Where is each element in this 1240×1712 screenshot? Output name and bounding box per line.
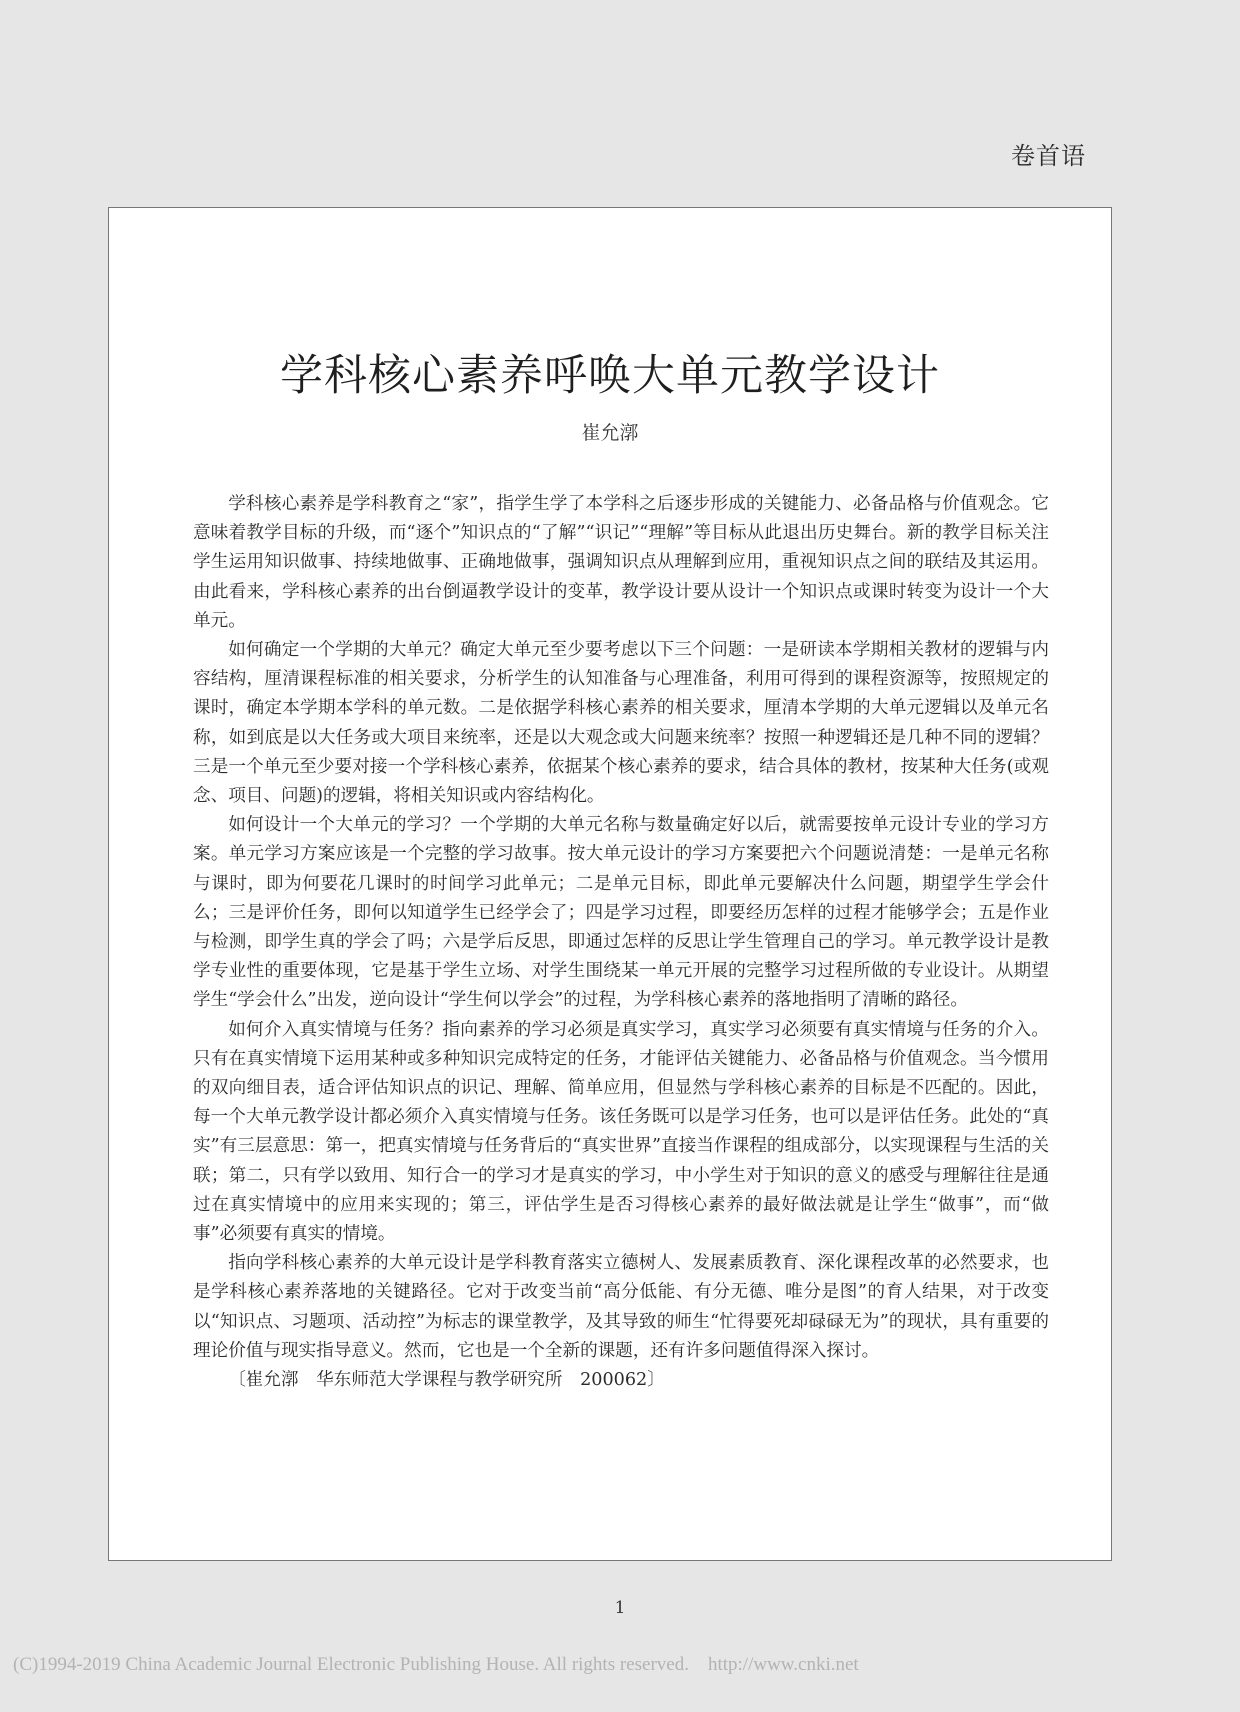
article-author: 崔允漷 xyxy=(581,422,639,444)
paragraph: 如何介入真实情境与任务？指向素养的学习必须是真实学习，真实学习必须要有真实情境与任务的介入。只有在真实情境下运用某种或多种知识完成特定的任务，才能评估关键能力、必备品格与价值观念。当今惯用的双向细目表，适合评估知识点的识记、理解、简单应用，但显然与学科核心素养的目标是不匹配的。因此，每一个大单元教学设计都必须介入真实情境与任务。该任务既可以是学习任务，也可以是评估任务。此处的“真实”有三层意思：第一，把真实情境与任务背后的“真实世界”直接当作课程的组成部分，以实现课程与生活的关联；第二，只有学以致用、知行合一的学习才是真实的学习，中小学生对于知识的意义的感受与理解往往是通过在真实情境中的应用来实现的；第三，评估学生是否习得核心素养的最好做法就是让学生“做事”，而“做事”必须要有真实的情境。 xyxy=(193,1019,1049,1245)
copyright-notice: (C)1994-2019 China Academic Journal Electronic Publishing House. All rights reserved. http://www.cnki.net xyxy=(13,1654,859,1675)
section-label: 卷首语 xyxy=(1011,142,1086,170)
article-frame xyxy=(108,207,1112,1561)
paragraph: 学科核心素养是学科教育之“家”，指学生学了本学科之后逐步形成的关键能力、必备品格与价值观念。它意味着教学目标的升级，而“逐个”知识点的“了解”“识记”“理解”等目标从此退出历史舞台。新的教学目标关注学生运用知识做事、持续地做事、正确地做事，强调知识点从理解到应用，重视知识点之间的联结及其运用。由此看来，学科核心素养的出台倒逼教学设计的变革，教学设计要从设计一个知识点或课时转变为设计一个大单元。 xyxy=(193,494,1049,631)
article-title: 学科核心素养呼唤大单元教学设计 xyxy=(280,350,940,401)
paragraph: 如何设计一个大单元的学习？一个学期的大单元名称与数量确定好以后，就需要按单元设计专业的学习方案。单元学习方案应该是一个完整的学习故事。按大单元设计的学习方案要把六个问题说清楚：一是单元名称与课时，即为何要花几课时的时间学习此单元；二是单元目标，即此单元要解决什么问题，期望学生学会什么；三是评价任务，即何以知道学生已经学会了；四是学习过程，即要经历怎样的过程才能够学会；五是作业与检测，即学生真的学会了吗；六是学后反思，即通过怎样的反思让学生管理自己的学习。单元教学设计是教学专业性的重要体现，它是基于学生立场、对学生围绕某一单元开展的完整学习过程所做的专业设计。从期望学生“学会什么”出发，逆向设计“学生何以学会”的过程，为学科核心素养的落地指明了清晰的路径。 xyxy=(193,815,1049,1011)
page-number: 1 xyxy=(614,1598,626,1618)
paragraph: 如何确定一个学期的大单元？确定大单元至少要考虑以下三个问题：一是研读本学期相关教材的逻辑与内容结构，厘清课程标准的相关要求，分析学生的认知准备与心理准备，利用可得到的课程资源等，按照规定的课时，确定本学期本学科的单元数。二是依据学科核心素养的相关要求，厘清本学期的大单元逻辑以及单元名称，如到底是以大任务或大项目来统率，还是以大观念或大问题来统率？按照一种逻辑还是几种不同的逻辑？三是一个单元至少要对接一个学科核心素养，依据某个核心素养的要求，结合具体的教材，按某种大任务(或观念、项目、问题)的逻辑，将相关知识或内容结构化。 xyxy=(193,640,1049,807)
paragraph: 指向学科核心素养的大单元设计是学科教育落实立德树人、发展素质教育、深化课程改革的必然要求，也是学科核心素养落地的关键路径。它对于改变当前“高分低能、有分无德、唯分是图”的育人结果，对于改变以“知识点、习题项、活动控”为标志的课堂教学，及其导致的师生“忙得要死却碌碌无为”的现状，具有重要的理论价值与现实指导意义。然而，它也是一个全新的课题，还有许多问题值得深入探讨。 xyxy=(193,1253,1049,1361)
article-body xyxy=(193,490,1049,1395)
author-affiliation: 〔崔允漷 华东师范大学课程与教学研究所 200062〕 xyxy=(228,1370,665,1391)
